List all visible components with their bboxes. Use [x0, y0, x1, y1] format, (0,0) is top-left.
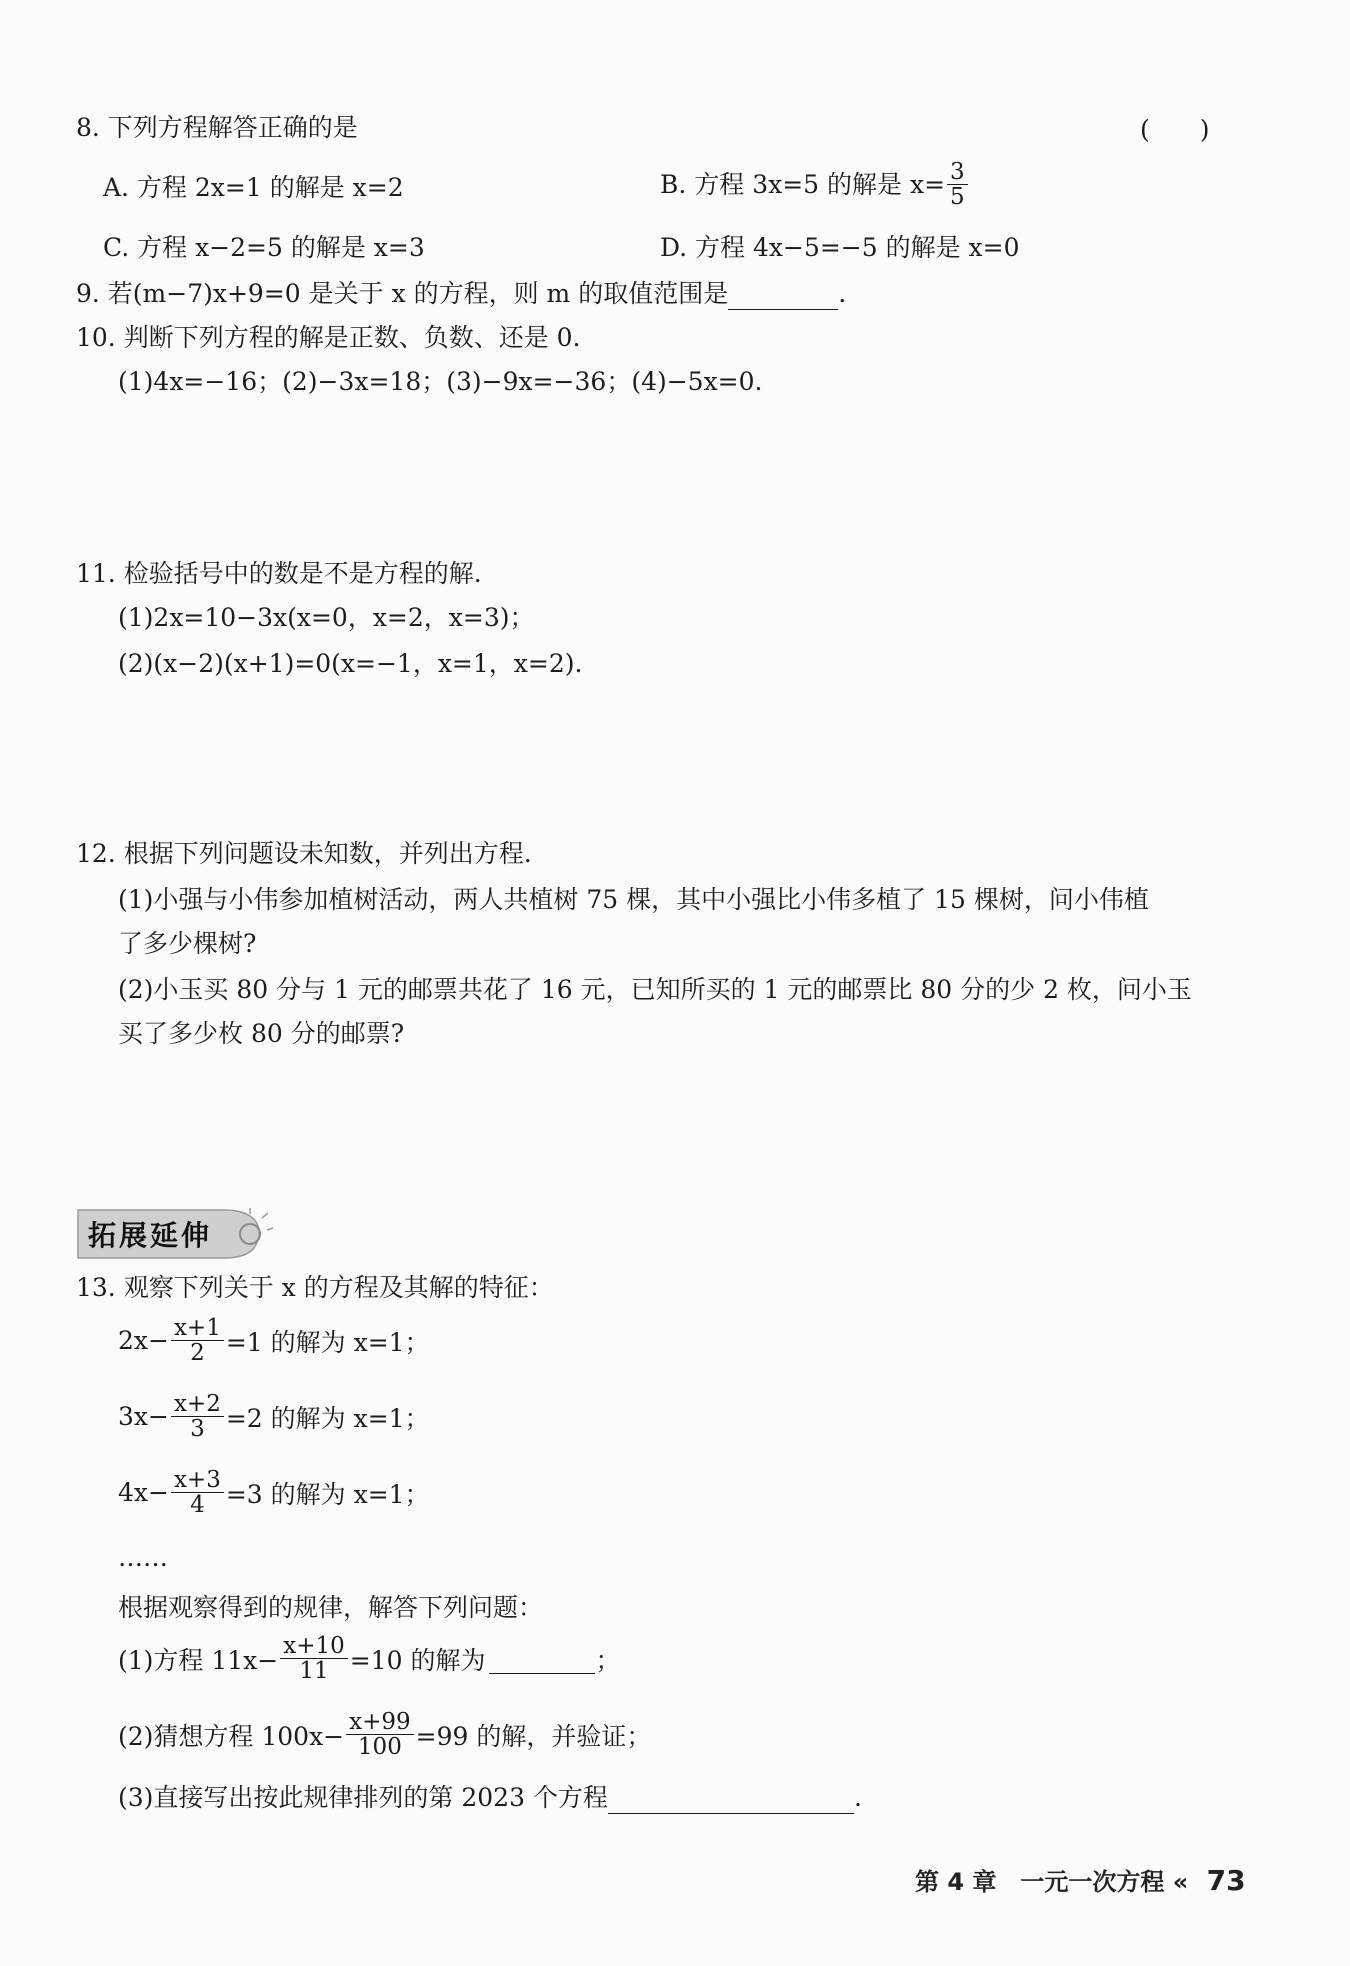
q12-stem: 12. 根据下列问题设未知数，并列出方程. — [76, 839, 532, 868]
part-1-prefix: (1)方程 11x− — [118, 1645, 279, 1675]
fraction-numerator: x+1 — [171, 1316, 224, 1341]
q13-equation-2 — [118, 1392, 430, 1441]
q11-item-1: (1)2x=10−3x(x=0，x=2，x=3)； — [118, 603, 535, 632]
equation-suffix: =1 的解为 x=1； — [225, 1327, 430, 1357]
equation-prefix: 2x− — [118, 1326, 169, 1356]
part-2-suffix: =99 的解，并验证； — [415, 1721, 652, 1751]
q9-end: . — [838, 279, 847, 308]
q10-stem: 10. 判断下列方程的解是正数、负数、还是 0. — [76, 323, 581, 352]
part-2-prefix: (2)猜想方程 100x− — [118, 1721, 345, 1751]
equation-suffix: =2 的解为 x=1； — [225, 1403, 430, 1433]
q13-stem: 13. 观察下列关于 x 的方程及其解的特征： — [76, 1273, 554, 1302]
equation-fraction — [171, 1392, 224, 1441]
fraction-denominator: 2 — [190, 1340, 205, 1367]
part-1-answer-blank[interactable] — [489, 1644, 595, 1674]
q8-option-b — [660, 160, 970, 209]
fraction-denominator: 4 — [190, 1492, 205, 1519]
q13-equation-3 — [118, 1468, 430, 1517]
q13-equation-1 — [118, 1316, 430, 1365]
q12-item-1-line-1: (1)小强与小伟参加植树活动，两人共植树 75 棵，其中小强比小伟多植了 15 棵树，问小伟植 — [118, 885, 1149, 914]
chevron-left-double-icon: « — [1172, 1868, 1189, 1896]
part-1-suffix: =10 的解为 — [349, 1645, 486, 1675]
q8-option-d: D. 方程 4x−5=−5 的解是 x=0 — [660, 233, 1020, 262]
q8-answer-paren: ( ) — [1140, 115, 1210, 144]
equation-prefix: 3x− — [118, 1402, 169, 1432]
q13-part-1 — [118, 1634, 620, 1683]
q13-part-3 — [118, 1782, 862, 1814]
part-2-fraction — [346, 1710, 414, 1759]
q11-stem: 11. 检验括号中的数是不是方程的解. — [76, 559, 482, 588]
q12-item-1-line-2: 了多少棵树? — [118, 929, 257, 958]
q8-stem: 8. 下列方程解答正确的是 — [76, 113, 358, 142]
fraction-denominator: 11 — [299, 1658, 329, 1685]
part-1-end: ； — [595, 1645, 621, 1675]
q13-rule: 根据观察得到的规律，解答下列问题： — [118, 1593, 544, 1622]
q9-answer-blank[interactable] — [728, 278, 838, 310]
q9-stem — [76, 278, 846, 310]
equation-fraction — [171, 1316, 224, 1365]
fraction-denominator: 100 — [357, 1734, 402, 1761]
fraction-denominator: 3 — [190, 1416, 205, 1443]
fraction-numerator: x+10 — [280, 1634, 348, 1659]
fraction-numerator: x+3 — [171, 1468, 224, 1493]
part-3-end: . — [853, 1783, 862, 1812]
equation-suffix: =3 的解为 x=1； — [225, 1479, 430, 1509]
page-number: 73 — [1206, 1864, 1246, 1897]
q13-part-2 — [118, 1710, 651, 1759]
part-1-fraction — [280, 1634, 348, 1683]
fraction-numerator: 3 — [947, 160, 968, 185]
page-footer — [915, 1862, 1246, 1897]
q8-option-b-text: B. 方程 3x=5 的解是 x= — [660, 170, 946, 200]
chapter-label: 第 4 章 一元一次方程 — [915, 1868, 1165, 1896]
section-title: 拓展延伸 — [88, 1219, 213, 1252]
equation-fraction — [171, 1468, 224, 1517]
q12-item-2-line-1: (2)小玉买 80 分与 1 元的邮票共花了 16 元，已知所买的 1 元的邮票比 80 分的少 2 枚，问小玉 — [118, 975, 1192, 1004]
section-banner — [74, 1206, 264, 1256]
q12-item-2-line-2: 买了多少枚 80 分的邮票? — [118, 1019, 405, 1048]
part-3-answer-blank[interactable] — [608, 1782, 854, 1814]
q9-text: 9. 若(m−7)x+9=0 是关于 x 的方程，则 m 的取值范围是 — [76, 279, 729, 308]
q8-option-c: C. 方程 x−2=5 的解是 x=3 — [103, 233, 425, 262]
q8-option-a: A. 方程 2x=1 的解是 x=2 — [103, 173, 404, 202]
fraction-denominator: 5 — [950, 184, 965, 211]
fraction-numerator: x+2 — [171, 1392, 224, 1417]
q10-items: (1)4x=−16；(2)−3x=18；(3)−9x=−36；(4)−5x=0. — [118, 367, 763, 396]
q8-option-b-fraction — [947, 160, 968, 209]
equation-prefix: 4x− — [118, 1478, 169, 1508]
part-3-text: (3)直接写出按此规律排列的第 2023 个方程 — [118, 1783, 608, 1812]
q11-item-2: (2)(x−2)(x+1)=0(x=−1，x=1，x=2). — [118, 649, 583, 678]
fraction-numerator: x+99 — [346, 1710, 414, 1735]
q13-ellipsis: …… — [118, 1543, 168, 1572]
